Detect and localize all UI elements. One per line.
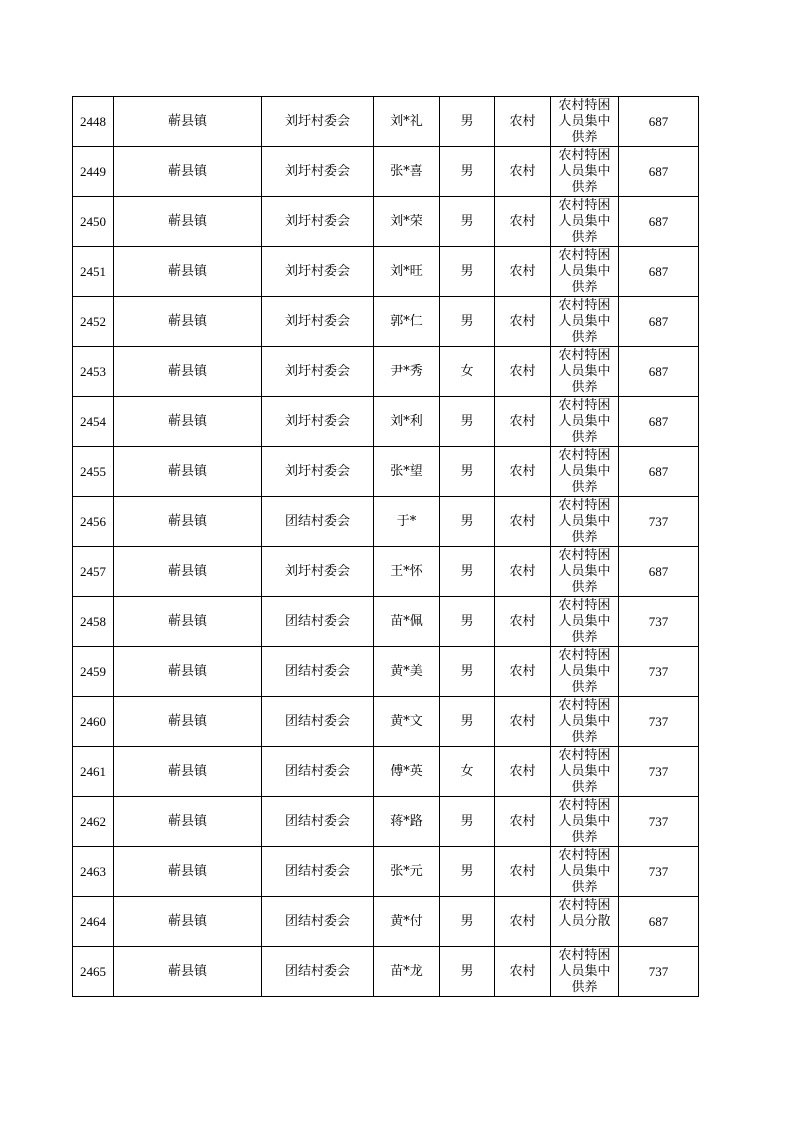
table-row xyxy=(73,197,699,247)
cell-gender: 男 xyxy=(440,297,495,347)
cell-town: 蕲县镇 xyxy=(114,547,262,597)
cell-area-type: 农村 xyxy=(495,247,551,297)
cell-town: 蕲县镇 xyxy=(114,697,262,747)
cell-town: 蕲县镇 xyxy=(114,597,262,647)
cell-town: 蕲县镇 xyxy=(114,247,262,297)
cell-serial-number: 2454 xyxy=(73,397,114,447)
cell-serial-number: 2457 xyxy=(73,547,114,597)
cell-gender: 男 xyxy=(440,847,495,897)
cell-town: 蕲县镇 xyxy=(114,497,262,547)
cell-support-type xyxy=(551,647,619,697)
support-type-text: 农村特困人员集中供养 xyxy=(558,598,611,645)
cell-gender: 男 xyxy=(440,647,495,697)
cell-village-committee: 团结村委会 xyxy=(262,847,374,897)
cell-serial-number: 2462 xyxy=(73,797,114,847)
cell-gender: 男 xyxy=(440,197,495,247)
cell-serial-number: 2455 xyxy=(73,447,114,497)
support-type-text: 农村特困人员集中供养 xyxy=(558,548,611,595)
cell-amount: 687 xyxy=(619,97,699,147)
records-table xyxy=(72,96,699,997)
cell-town: 蕲县镇 xyxy=(114,647,262,697)
cell-town: 蕲县镇 xyxy=(114,897,262,947)
cell-area-type: 农村 xyxy=(495,847,551,897)
table-row xyxy=(73,897,699,947)
cell-person-name: 张*元 xyxy=(374,847,440,897)
cell-village-committee: 刘圩村委会 xyxy=(262,147,374,197)
table-row xyxy=(73,597,699,647)
cell-support-type xyxy=(551,347,619,397)
support-type-text: 农村特困人员集中供养 xyxy=(558,798,611,845)
cell-village-committee: 团结村委会 xyxy=(262,747,374,797)
cell-support-type xyxy=(551,847,619,897)
cell-person-name: 傅*英 xyxy=(374,747,440,797)
cell-village-committee: 团结村委会 xyxy=(262,897,374,947)
cell-support-type xyxy=(551,147,619,197)
cell-serial-number: 2459 xyxy=(73,647,114,697)
cell-person-name: 刘*荣 xyxy=(374,197,440,247)
cell-gender: 男 xyxy=(440,497,495,547)
cell-area-type: 农村 xyxy=(495,97,551,147)
support-type-text: 农村特困人员集中供养 xyxy=(558,848,611,895)
cell-amount: 687 xyxy=(619,297,699,347)
cell-support-type xyxy=(551,697,619,747)
cell-village-committee: 团结村委会 xyxy=(262,697,374,747)
cell-amount: 737 xyxy=(619,797,699,847)
cell-gender: 男 xyxy=(440,447,495,497)
cell-area-type: 农村 xyxy=(495,447,551,497)
cell-amount: 737 xyxy=(619,847,699,897)
cell-area-type: 农村 xyxy=(495,297,551,347)
support-type-text: 农村特困人员集中供养 xyxy=(558,498,611,545)
cell-area-type: 农村 xyxy=(495,347,551,397)
support-type-text: 农村特困人员集中供养 xyxy=(558,298,611,345)
cell-area-type: 农村 xyxy=(495,647,551,697)
table-row xyxy=(73,647,699,697)
cell-serial-number: 2452 xyxy=(73,297,114,347)
cell-area-type: 农村 xyxy=(495,797,551,847)
table-row xyxy=(73,447,699,497)
cell-support-type xyxy=(551,797,619,847)
cell-gender: 男 xyxy=(440,247,495,297)
cell-town: 蕲县镇 xyxy=(114,397,262,447)
support-type-text: 农村特困人员集中供养 xyxy=(558,98,611,145)
cell-serial-number: 2458 xyxy=(73,597,114,647)
cell-town: 蕲县镇 xyxy=(114,197,262,247)
table-row xyxy=(73,297,699,347)
cell-support-type xyxy=(551,947,619,997)
cell-person-name: 于* xyxy=(374,497,440,547)
cell-village-committee: 团结村委会 xyxy=(262,647,374,697)
cell-area-type: 农村 xyxy=(495,947,551,997)
cell-town: 蕲县镇 xyxy=(114,747,262,797)
cell-serial-number: 2461 xyxy=(73,747,114,797)
support-type-text: 农村特困人员集中供养 xyxy=(558,948,611,995)
cell-person-name: 刘*利 xyxy=(374,397,440,447)
cell-serial-number: 2464 xyxy=(73,897,114,947)
cell-support-type xyxy=(551,247,619,297)
cell-serial-number: 2451 xyxy=(73,247,114,297)
cell-village-committee: 刘圩村委会 xyxy=(262,347,374,397)
support-type-text: 农村特困人员集中供养 xyxy=(558,348,611,395)
cell-village-committee: 团结村委会 xyxy=(262,947,374,997)
cell-serial-number: 2448 xyxy=(73,97,114,147)
records-body xyxy=(73,97,699,997)
cell-serial-number: 2453 xyxy=(73,347,114,397)
cell-area-type: 农村 xyxy=(495,697,551,747)
support-type-text: 农村特困人员集中供养 xyxy=(558,698,611,745)
cell-gender: 男 xyxy=(440,97,495,147)
cell-person-name: 黄*付 xyxy=(374,897,440,947)
cell-town: 蕲县镇 xyxy=(114,297,262,347)
cell-person-name: 尹*秀 xyxy=(374,347,440,397)
support-type-text: 农村特困人员集中供养 xyxy=(558,448,611,495)
table-row xyxy=(73,847,699,897)
cell-support-type xyxy=(551,747,619,797)
cell-area-type: 农村 xyxy=(495,197,551,247)
cell-support-type xyxy=(551,297,619,347)
cell-person-name: 黄*美 xyxy=(374,647,440,697)
cell-person-name: 张*望 xyxy=(374,447,440,497)
cell-person-name: 黄*文 xyxy=(374,697,440,747)
cell-area-type: 农村 xyxy=(495,547,551,597)
support-type-text: 农村特困人员集中供养 xyxy=(558,398,611,445)
cell-area-type: 农村 xyxy=(495,397,551,447)
cell-amount: 737 xyxy=(619,647,699,697)
cell-town: 蕲县镇 xyxy=(114,797,262,847)
cell-amount: 687 xyxy=(619,247,699,297)
cell-gender: 男 xyxy=(440,397,495,447)
cell-gender: 男 xyxy=(440,597,495,647)
cell-amount: 687 xyxy=(619,197,699,247)
cell-gender: 男 xyxy=(440,547,495,597)
cell-amount: 687 xyxy=(619,447,699,497)
cell-amount: 737 xyxy=(619,497,699,547)
cell-gender: 女 xyxy=(440,747,495,797)
cell-support-type xyxy=(551,597,619,647)
support-type-text: 农村特困人员分散 xyxy=(558,898,611,929)
cell-support-type xyxy=(551,397,619,447)
cell-gender: 男 xyxy=(440,147,495,197)
table-row xyxy=(73,547,699,597)
cell-gender: 男 xyxy=(440,947,495,997)
cell-village-committee: 团结村委会 xyxy=(262,797,374,847)
cell-village-committee: 刘圩村委会 xyxy=(262,197,374,247)
cell-village-committee: 刘圩村委会 xyxy=(262,547,374,597)
cell-area-type: 农村 xyxy=(495,597,551,647)
table-row xyxy=(73,247,699,297)
cell-amount: 687 xyxy=(619,547,699,597)
cell-village-committee: 团结村委会 xyxy=(262,597,374,647)
table-row xyxy=(73,147,699,197)
cell-area-type: 农村 xyxy=(495,497,551,547)
cell-amount: 737 xyxy=(619,697,699,747)
cell-serial-number: 2450 xyxy=(73,197,114,247)
cell-gender: 男 xyxy=(440,897,495,947)
cell-amount: 737 xyxy=(619,747,699,797)
cell-serial-number: 2465 xyxy=(73,947,114,997)
cell-gender: 女 xyxy=(440,347,495,397)
cell-person-name: 郭*仁 xyxy=(374,297,440,347)
support-type-text: 农村特困人员集中供养 xyxy=(558,248,611,295)
support-type-text: 农村特困人员集中供养 xyxy=(558,148,611,195)
cell-village-committee: 刘圩村委会 xyxy=(262,297,374,347)
cell-person-name: 苗*龙 xyxy=(374,947,440,997)
cell-person-name: 刘*旺 xyxy=(374,247,440,297)
cell-serial-number: 2460 xyxy=(73,697,114,747)
table-row xyxy=(73,747,699,797)
cell-support-type xyxy=(551,97,619,147)
table-row xyxy=(73,97,699,147)
cell-serial-number: 2449 xyxy=(73,147,114,197)
cell-area-type: 农村 xyxy=(495,747,551,797)
table-row xyxy=(73,397,699,447)
cell-gender: 男 xyxy=(440,697,495,747)
cell-serial-number: 2463 xyxy=(73,847,114,897)
cell-amount: 687 xyxy=(619,897,699,947)
table-row xyxy=(73,347,699,397)
cell-town: 蕲县镇 xyxy=(114,97,262,147)
cell-support-type xyxy=(551,497,619,547)
cell-town: 蕲县镇 xyxy=(114,947,262,997)
cell-town: 蕲县镇 xyxy=(114,147,262,197)
cell-support-type xyxy=(551,197,619,247)
cell-person-name: 张*喜 xyxy=(374,147,440,197)
cell-gender: 男 xyxy=(440,797,495,847)
support-type-text: 农村特困人员集中供养 xyxy=(558,198,611,245)
cell-village-committee: 刘圩村委会 xyxy=(262,247,374,297)
cell-town: 蕲县镇 xyxy=(114,447,262,497)
support-type-text: 农村特困人员集中供养 xyxy=(558,748,611,795)
cell-support-type xyxy=(551,447,619,497)
table-row xyxy=(73,947,699,997)
table-row xyxy=(73,697,699,747)
cell-village-committee: 团结村委会 xyxy=(262,497,374,547)
cell-support-type xyxy=(551,897,619,947)
cell-village-committee: 刘圩村委会 xyxy=(262,447,374,497)
cell-town: 蕲县镇 xyxy=(114,347,262,397)
cell-person-name: 苗*佩 xyxy=(374,597,440,647)
cell-amount: 687 xyxy=(619,347,699,397)
cell-amount: 737 xyxy=(619,597,699,647)
table-row xyxy=(73,497,699,547)
cell-amount: 687 xyxy=(619,397,699,447)
cell-area-type: 农村 xyxy=(495,147,551,197)
cell-village-committee: 刘圩村委会 xyxy=(262,397,374,447)
cell-village-committee: 刘圩村委会 xyxy=(262,97,374,147)
support-type-text: 农村特困人员集中供养 xyxy=(558,648,611,695)
cell-person-name: 刘*礼 xyxy=(374,97,440,147)
cell-serial-number: 2456 xyxy=(73,497,114,547)
cell-amount: 737 xyxy=(619,947,699,997)
cell-amount: 687 xyxy=(619,147,699,197)
cell-person-name: 蒋*路 xyxy=(374,797,440,847)
cell-support-type xyxy=(551,547,619,597)
cell-area-type: 农村 xyxy=(495,897,551,947)
cell-town: 蕲县镇 xyxy=(114,847,262,897)
cell-person-name: 王*怀 xyxy=(374,547,440,597)
table-row xyxy=(73,797,699,847)
